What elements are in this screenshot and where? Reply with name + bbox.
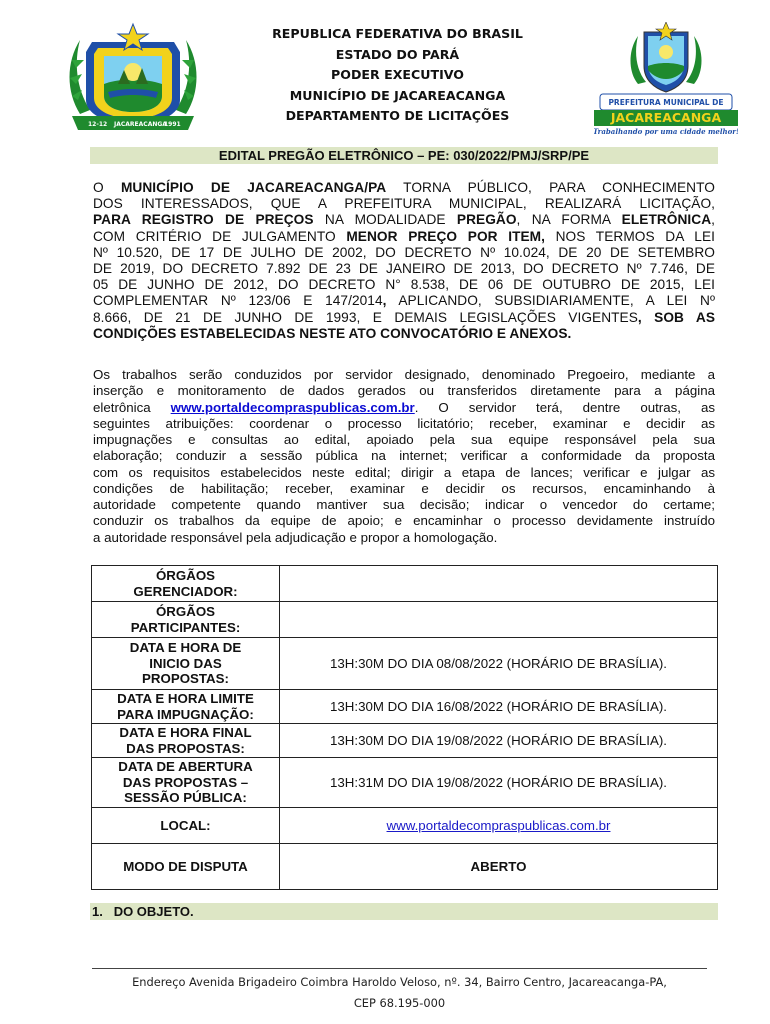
body-line (93, 400, 715, 416)
intro-line (93, 326, 715, 342)
section-1-number: 1. (92, 904, 103, 919)
intro-line (93, 310, 715, 326)
text-run: Os trabalhos serão conduzidos por servidor designado, denominado Pregoeiro, mediante a (93, 367, 715, 382)
footer-divider (92, 968, 707, 969)
text-run: eletrônica (93, 399, 171, 415)
municipal-coat-of-arms-left (64, 22, 202, 134)
row-value (280, 690, 718, 724)
header-line-1: REPUBLICA FEDERATIVA DO BRASIL (272, 26, 523, 41)
bold-text: PARA REGISTRO DE PREÇOS (93, 212, 314, 228)
body-line (93, 383, 715, 399)
text-run: 05 DE JUNHO DE 2012, DO DECRETO N° 8.538, DE 06 DE OUTUBRO DE 2015, LEI (93, 277, 715, 293)
row-label-line: SESSÃO PÚBLICA: (124, 790, 247, 806)
section-1-heading (92, 904, 194, 920)
table-row (92, 638, 718, 690)
intro-line (93, 277, 715, 293)
body-line (93, 530, 715, 546)
intro-line (93, 245, 715, 261)
text-run: conduzir os trabalhos da equipe de apoio; e encaminhar o processo devidamente instruído (93, 513, 715, 529)
svg-text:JACAREACANGA: JACAREACANGA (610, 110, 722, 125)
row-label (92, 724, 280, 758)
procedure-paragraph (93, 367, 715, 546)
row-label-line: PROPOSTAS: (142, 671, 229, 687)
table-row (92, 690, 718, 724)
row-value (280, 566, 718, 602)
text-run: impugnações e consultas ao edital, apoiado pela sua equipe responsável pela sua (93, 432, 715, 447)
intro-paragraph (93, 180, 715, 342)
body-line (93, 465, 715, 481)
svg-text:PREFEITURA MUNICIPAL DE: PREFEITURA MUNICIPAL DE (608, 98, 724, 107)
intro-line (93, 212, 715, 228)
text-run: COM CRITÉRIO DE JULGAMENTO (93, 228, 347, 244)
text-run: autoridade competente quando mantiver sua decisão; indicar o vencedor do certame; (93, 497, 715, 512)
row-label-line: INICIO DAS (149, 655, 222, 671)
row-label (92, 844, 280, 890)
row-label (92, 566, 280, 602)
text-run: , NA FORMA (516, 212, 622, 228)
bidding-info-table (91, 565, 718, 890)
body-line (93, 513, 715, 529)
table-row (92, 566, 718, 602)
table-row (92, 602, 718, 638)
svg-text:Trabalhando por uma cidade mel: Trabalhando por uma cidade melhor! (594, 127, 738, 136)
header-line-3: PODER EXECUTIVO (331, 67, 464, 83)
row-value (280, 724, 718, 758)
text-run: Nº 10.520, DE 17 DE JULHO DE 2002, DO DECRETO Nº 10.024, DE 20 DE SETEMBRO (93, 244, 715, 260)
prefeitura-logo-right (594, 22, 738, 136)
bold-text: MUNICÍPIO DE JACAREACANGA/PA (120, 180, 387, 195)
text-run: inserção e monitoramento de dados gerados ou transferidos diretamente para a página (93, 383, 715, 399)
row-label-line: ÓRGÃOS (155, 568, 216, 583)
row-value (280, 758, 718, 808)
text-run: elaboração; conduzir a sessão pública na internet; verificar a conformidade da proposta (93, 448, 715, 464)
body-line (93, 481, 715, 497)
row-value-text: 13H:30M DO DIA 08/08/2022 (HORÁRIO DE BRASÍLIA). (330, 656, 667, 671)
edital-title: EDITAL PREGÃO ELETRÔNICO – PE: 030/2022/PMJ/SRP/PE (218, 148, 590, 163)
svg-text:12-12: 12-12 (88, 121, 108, 128)
table-row (92, 808, 718, 844)
intro-line (93, 261, 715, 277)
row-label-line: DATA E HORA LIMITE (117, 691, 254, 706)
row-label-line: PARTICIPANTES: (130, 619, 241, 635)
table-row (92, 844, 718, 890)
text-run: condições de habilitação; receber, examinar e decidir os recursos, encaminhando à (93, 480, 715, 496)
body-line (93, 416, 715, 432)
body-line (93, 497, 715, 513)
local-link[interactable]: www.portaldecompraspublicas.com.br (386, 818, 611, 833)
footer-address-line-2: CEP 68.195-000 (353, 996, 446, 1010)
header-line-4: MUNICÍPIO DE JACAREACANGA (289, 87, 506, 103)
footer-address (92, 972, 707, 1014)
text-run: APLICANDO, SUBSIDIARIAMENTE, A LEI Nº (386, 293, 715, 309)
intro-line (93, 196, 715, 212)
svg-text:1991: 1991 (164, 121, 181, 128)
row-label (92, 758, 280, 808)
bold-text: , SOB AS (637, 309, 715, 325)
body-line (93, 367, 715, 383)
text-run: COMPLEMENTAR Nº 123/06 E 147/2014 (93, 293, 383, 309)
row-label-line: LOCAL: (160, 817, 211, 833)
row-value (280, 808, 718, 844)
table-row (92, 758, 718, 808)
text-run: O (93, 180, 121, 195)
intro-line (93, 293, 715, 309)
row-label (92, 690, 280, 724)
row-value (280, 602, 718, 638)
bold-text: , (382, 293, 387, 309)
row-label-line: DAS PROPOSTAS – (122, 774, 249, 790)
row-label (92, 602, 280, 638)
row-label-line: DATA E HORA DE (129, 640, 242, 656)
header-line-5: DEPARTAMENTO DE LICITAÇÕES (285, 108, 510, 124)
header-line-2: ESTADO DO PARÁ (335, 46, 460, 62)
row-value-text: ABERTO (470, 859, 527, 874)
text-run: TORNA PÚBLICO, PARA CONHECIMENTO (386, 180, 715, 195)
row-label-line: GERENCIADOR: (133, 583, 238, 599)
row-label-line: DAS PROPOSTAS: (126, 740, 245, 756)
bold-text: ELETRÔNICA (621, 212, 712, 228)
row-label (92, 808, 280, 844)
text-run: 8.666, DE 21 DE JUNHO DE 1993, E DEMAIS LEGISLAÇÕES VIGENTES (93, 309, 638, 325)
text-run: DE 2019, DO DECRETO 7.892 DE 23 DE JANEIRO DE 2013, DO DECRETO Nº 7.746, DE (93, 261, 715, 277)
bold-text: CONDIÇÕES ESTABELECIDAS NESTE ATO CONVOCATÓRIO E ANEXOS. (93, 325, 572, 341)
text-run: DOS INTERESSADOS, QUE A PREFEITURA MUNICIPAL, REALIZARÁ LICITAÇÃO, (93, 196, 715, 212)
row-value (280, 638, 718, 690)
section-1-title: DO OBJETO. (113, 904, 194, 919)
row-label-line: DATA E HORA FINAL (119, 725, 252, 740)
bold-text: PREGÃO (456, 212, 517, 228)
row-value-text: 13H:30M DO DIA 19/08/2022 (HORÁRIO DE BRASÍLIA). (330, 733, 667, 748)
row-value-text: 13H:30M DO DIA 16/08/2022 (HORÁRIO DE BRASÍLIA). (330, 699, 667, 714)
intro-line (93, 229, 715, 245)
body-line (93, 432, 715, 448)
text-run: , (711, 212, 715, 228)
text-run: NOS TERMOS DA LEI (544, 228, 715, 244)
row-label-line: DATA DE ABERTURA (118, 759, 253, 775)
row-label-line: ÓRGÃOS (155, 604, 216, 619)
row-label-line: MODO DE DISPUTA (123, 858, 248, 874)
text-run: seguintes atribuições: coordenar o processo licitatório; receber, examinar e decidir as (93, 415, 715, 431)
document-header (200, 24, 595, 127)
footer-address-line-1: Endereço Avenida Brigadeiro Coimbra Haroldo Veloso, nº. 34, Bairro Centro, Jacareacanga-PA, (132, 975, 667, 989)
intro-line (93, 180, 715, 196)
row-value (280, 844, 718, 890)
text-run: . O servidor terá, dentre outras, as (414, 399, 716, 415)
table-row (92, 724, 718, 758)
edital-title-band (90, 147, 718, 164)
row-label (92, 638, 280, 690)
text-run: com os requisitos estabelecidos neste edital; dirigir a etapa de lances; verificar e julgar as (93, 464, 715, 480)
text-run: NA MODALIDADE (313, 212, 457, 228)
body-line (93, 448, 715, 464)
row-value-text: 13H:31M DO DIA 19/08/2022 (HORÁRIO DE BRASÍLIA). (330, 775, 667, 790)
row-label-line: PARA IMPUGNAÇÃO: (117, 706, 254, 722)
bold-text: MENOR PREÇO POR ITEM, (346, 228, 545, 244)
portal-link[interactable]: www.portaldecompraspublicas.com.br (170, 399, 415, 415)
text-run: a autoridade responsável pela adjudicação e propor a homologação. (93, 529, 498, 545)
svg-text:JACAREACANGA: JACAREACANGA (114, 121, 167, 128)
